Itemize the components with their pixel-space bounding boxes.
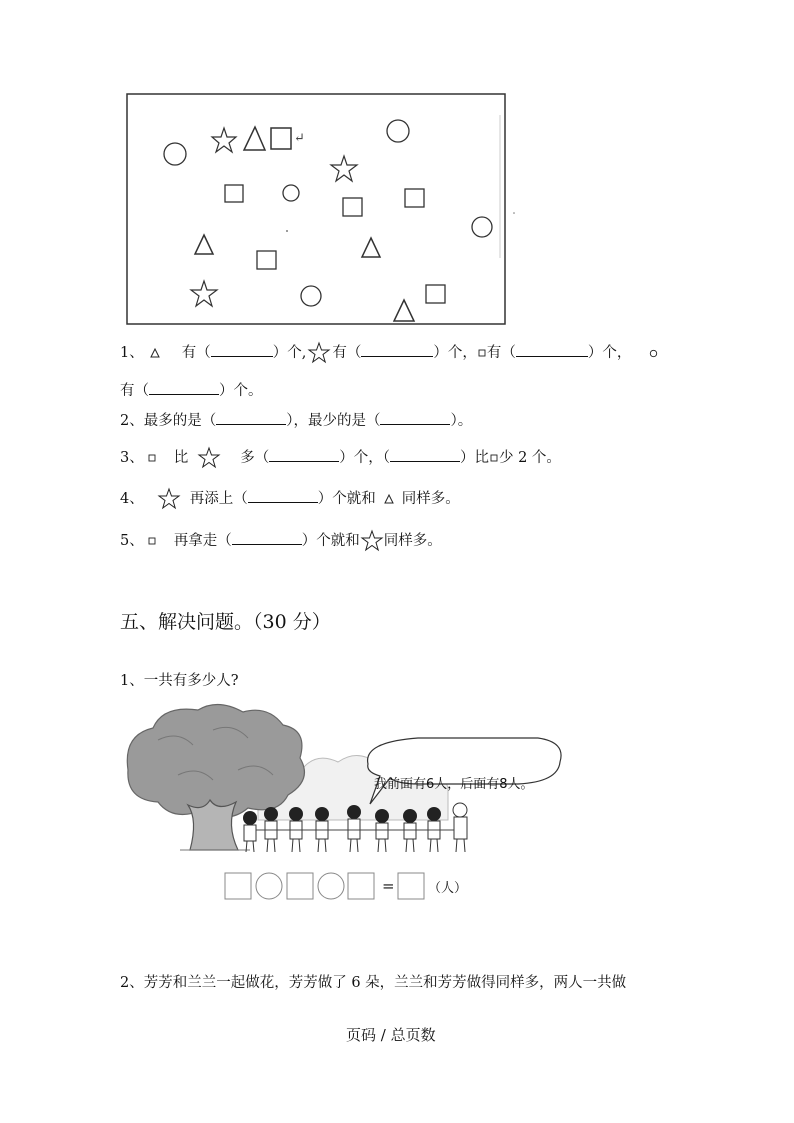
q2-text: 最多的是（ <box>143 413 217 429</box>
star-icon <box>198 447 220 469</box>
answer-blank[interactable] <box>248 489 318 503</box>
child-figure <box>453 803 467 852</box>
q4-text: 同样多。 <box>401 491 460 507</box>
triangle-icon <box>384 494 394 504</box>
star-icon <box>361 530 383 552</box>
triangle-icon <box>195 235 213 254</box>
triangle-icon <box>394 300 414 321</box>
q3-text: 比 <box>173 450 189 466</box>
q4-text: 再添上（ <box>189 491 248 507</box>
q4-text: ）个就和 <box>317 491 376 507</box>
q1-text: ）个， <box>587 345 632 361</box>
circle-icon <box>283 185 299 201</box>
question-1-line-1 <box>120 342 658 364</box>
square-icon <box>343 198 362 216</box>
square-icon <box>225 185 243 202</box>
question-number: 3、 <box>120 450 144 466</box>
question-3 <box>120 447 561 469</box>
answer-blank[interactable] <box>149 381 219 395</box>
figure-border <box>127 94 505 324</box>
answer-blank[interactable] <box>232 531 302 545</box>
equation-row <box>224 871 484 901</box>
q2-text: ），最少的是（ <box>286 413 381 429</box>
answer-blank[interactable] <box>380 411 450 425</box>
answer-box[interactable] <box>287 873 313 899</box>
q3-text: 多（ <box>240 450 270 466</box>
section-heading: 五、解决问题。（30 分） <box>120 611 331 633</box>
q1-text: 有（ <box>486 345 516 361</box>
answer-box[interactable] <box>225 873 251 899</box>
triangle-icon <box>150 348 160 358</box>
unit-label: （人） <box>428 881 468 896</box>
page-footer: 页码 / 总页数 <box>346 1026 436 1044</box>
square-icon <box>148 454 156 462</box>
speech-bubble-text: 我前面有6人，后面有8人。 <box>374 777 534 792</box>
queue-illustration <box>118 700 578 865</box>
star-icon <box>212 128 236 152</box>
shapes-figure-svg <box>126 93 508 327</box>
answer-blank[interactable] <box>211 343 273 357</box>
child-figure <box>243 811 257 852</box>
question-2 <box>120 411 472 431</box>
circle-icon <box>387 120 409 142</box>
equals-sign: = <box>382 877 395 895</box>
operator-circle[interactable] <box>318 873 344 899</box>
q1-text: 有（ <box>120 383 149 399</box>
square-icon <box>478 349 486 357</box>
square-icon <box>271 128 291 149</box>
question-5 <box>120 530 442 552</box>
tree-crown-icon <box>127 704 304 817</box>
q1-text: 有（ <box>181 345 211 361</box>
operator-circle[interactable] <box>256 873 282 899</box>
question-number: 2、 <box>120 413 144 429</box>
q3-text: ）个，（ <box>339 450 390 466</box>
circle-icon <box>164 143 186 165</box>
circle-icon <box>472 217 492 237</box>
child-figure <box>347 805 361 852</box>
question-number: 1、 <box>120 345 144 361</box>
square-icon <box>426 285 445 303</box>
star-icon <box>308 342 330 364</box>
scan-speck <box>513 212 515 214</box>
q5-text: ）个就和 <box>301 533 360 549</box>
answer-box[interactable] <box>348 873 374 899</box>
triangle-icon <box>362 238 380 257</box>
q5-text: 再拿走（ <box>173 533 232 549</box>
q3-text: 少 2 个。 <box>498 450 561 466</box>
answer-blank[interactable] <box>216 411 286 425</box>
q2-text: ）。 <box>450 413 473 429</box>
problem-1-text: 1、一共有多少人? <box>120 673 239 689</box>
return-arrow-mark: ↵ <box>294 131 305 146</box>
square-icon <box>490 454 498 462</box>
star-icon <box>331 156 357 181</box>
shapes-figure <box>126 93 508 327</box>
question-4 <box>120 488 460 510</box>
q1-text: 有（ <box>332 345 362 361</box>
square-icon <box>148 537 156 545</box>
question-number: 5、 <box>120 533 144 549</box>
tree-trunk-icon <box>188 800 238 850</box>
square-icon <box>405 189 424 207</box>
problem-2-text: 2、芳芳和兰兰一起做花，芳芳做了 6 朵，兰兰和芳芳做得同样多，两人一共做 <box>120 975 627 991</box>
triangle-icon <box>244 127 265 150</box>
q1-text: ）个， <box>433 345 477 361</box>
result-box[interactable] <box>397 871 427 901</box>
question-1-line-2 <box>120 381 263 401</box>
star-icon <box>158 488 180 510</box>
circle-icon <box>649 349 658 358</box>
answer-blank[interactable] <box>516 343 588 357</box>
q3-text: ）比 <box>459 450 489 466</box>
square-icon <box>257 251 276 269</box>
q1-text: ）个, <box>272 345 307 361</box>
star-icon <box>191 281 217 306</box>
question-number: 4、 <box>120 491 144 507</box>
answer-blank[interactable] <box>269 448 339 462</box>
answer-blank[interactable] <box>361 343 433 357</box>
q5-text: 同样多。 <box>383 533 442 549</box>
scan-speck <box>286 230 288 232</box>
circle-icon <box>301 286 321 306</box>
answer-blank[interactable] <box>390 448 460 462</box>
q1-text: ）个。 <box>219 383 263 399</box>
